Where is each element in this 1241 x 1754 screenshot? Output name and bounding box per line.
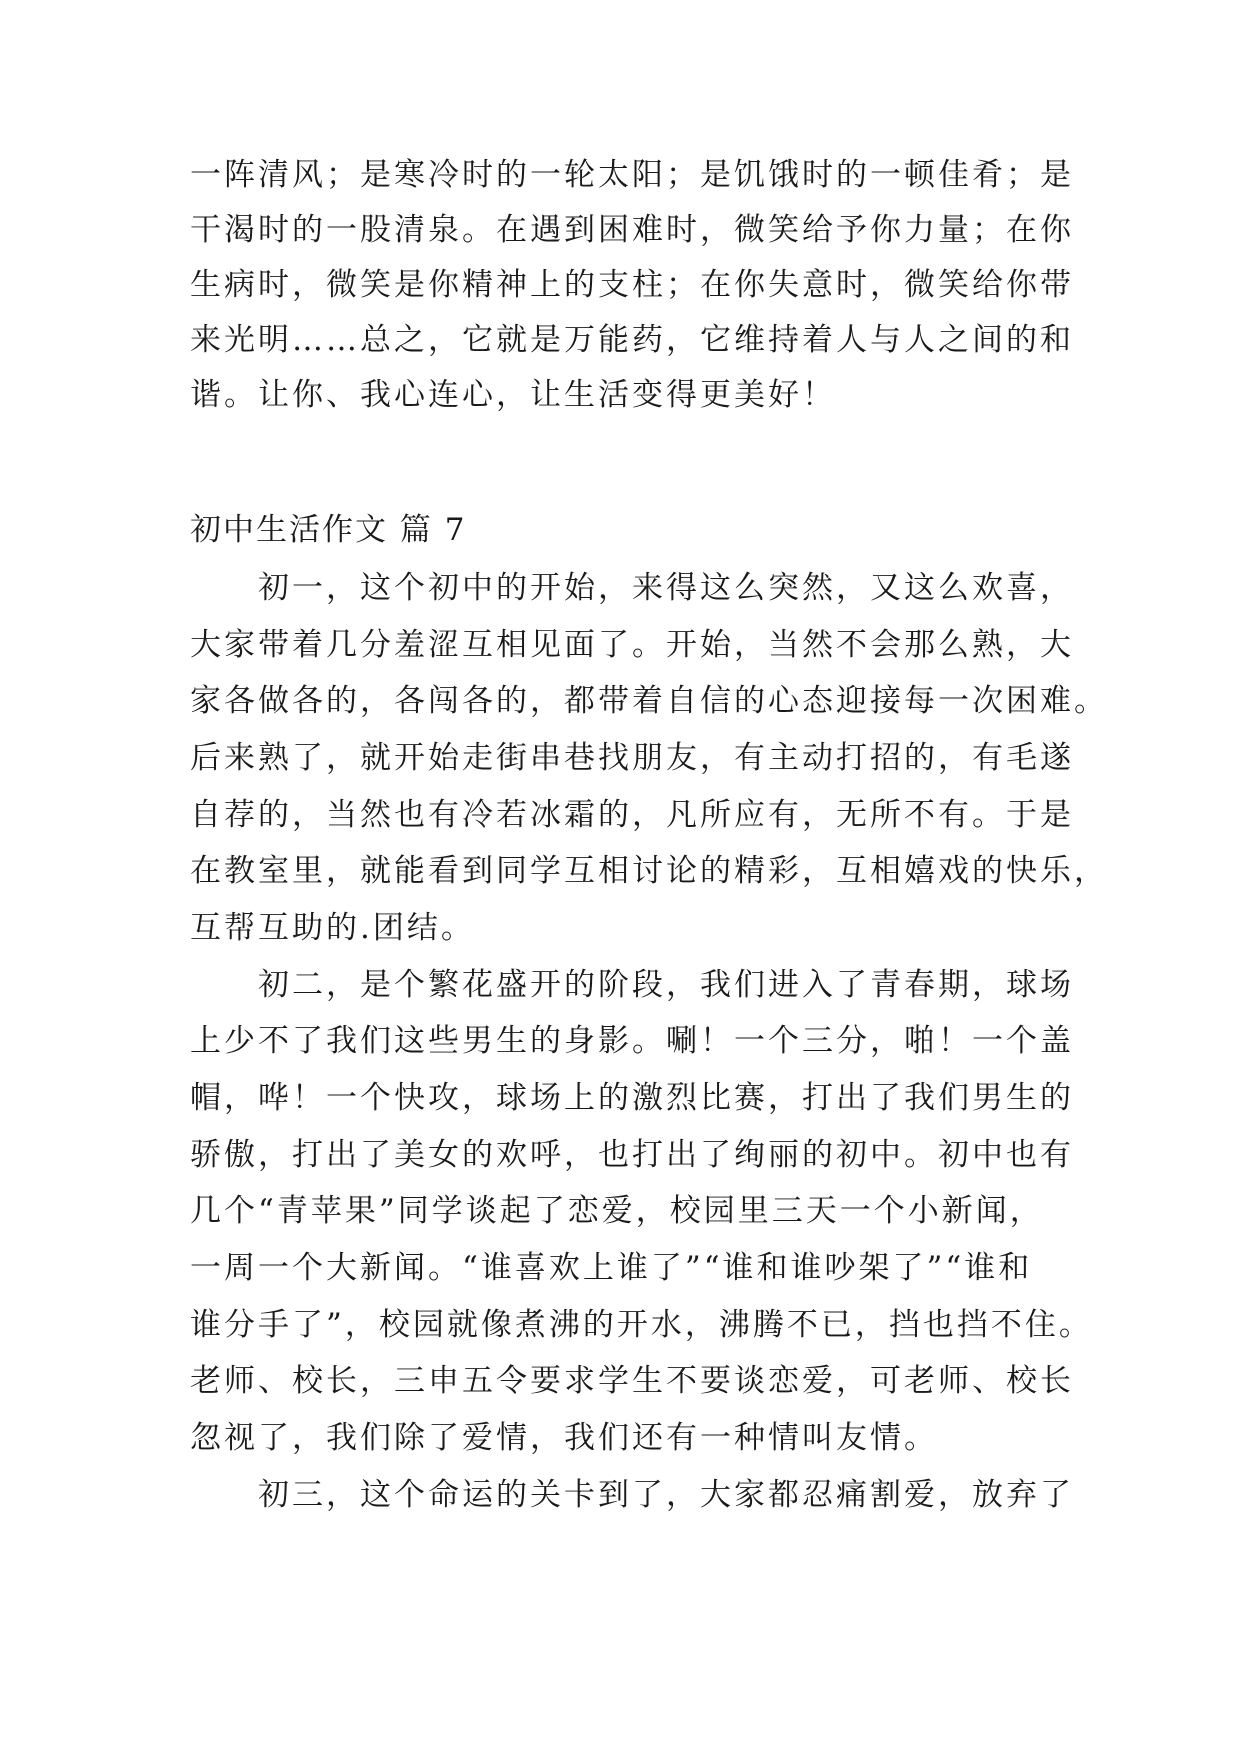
text-line: 上少不了我们这些男生的身影。唰！一个三分，啪！一个盖 xyxy=(190,1023,1074,1059)
text-line: 谐。让你、我心连心，让生活变得更美好！ xyxy=(190,377,836,413)
text-line: 自荐的，当然也有冷若冰霜的，凡所应有，无所不有。于是 xyxy=(190,797,1074,833)
text-line: 几个“青苹果”同学谈起了恋爱，校园里三天一个小新闻， xyxy=(190,1193,1044,1229)
text-line: 谁分手了”，校园就像煮沸的开水，沸腾不已，挡也挡不住。 xyxy=(190,1307,1093,1343)
text-line: 帽，哗！一个快攻，球场上的激烈比赛，打出了我们男生的 xyxy=(190,1080,1074,1116)
text-line: 老师、校长，三申五令要求学生不要谈恋爱，可老师、校长 xyxy=(190,1363,1074,1399)
text-line: 在教室里，就能看到同学互相讨论的精彩，互相嬉戏的快乐， xyxy=(190,853,1108,889)
text-line: 家各做各的，各闯各的，都带着自信的心态迎接每一次困难。 xyxy=(190,683,1108,719)
text-line: 忽视了，我们除了爱情，我们还有一种情叫友情。 xyxy=(190,1420,938,1456)
text-line: 一周一个大新闻。“谁喜欢上谁了”“谁和谁吵架了”“谁和 xyxy=(190,1250,1033,1286)
text-line: 一阵清风；是寒冷时的一轮太阳；是饥饿时的一顿佳肴；是 xyxy=(190,157,1074,193)
section-heading: 初中生活作文 篇 7 xyxy=(190,512,467,548)
text-line: 来光明……总之，它就是万能药，它维持着人与人之间的和 xyxy=(190,322,1074,358)
text-line: 后来熟了，就开始走街串巷找朋友，有主动打招的，有毛遂 xyxy=(190,740,1074,776)
text-line: 干渴时的一股清泉。在遇到困难时，微笑给予你力量；在你 xyxy=(190,212,1074,248)
text-line: 初一，这个初中的开始，来得这么突然，又这么欢喜， xyxy=(190,570,1074,606)
text-line: 互帮互助的.团结。 xyxy=(190,910,475,946)
text-line: 生病时，微笑是你精神上的支柱；在你失意时，微笑给你带 xyxy=(190,267,1074,303)
text-line: 大家带着几分羞涩互相见面了。开始，当然不会那么熟，大 xyxy=(190,627,1074,663)
text-line: 初三，这个命运的关卡到了，大家都忍痛割爱，放弃了 xyxy=(190,1477,1074,1513)
text-line: 骄傲，打出了美女的欢呼，也打出了绚丽的初中。初中也有 xyxy=(190,1137,1074,1173)
text-line: 初二，是个繁花盛开的阶段，我们进入了青春期，球场 xyxy=(190,967,1074,1003)
